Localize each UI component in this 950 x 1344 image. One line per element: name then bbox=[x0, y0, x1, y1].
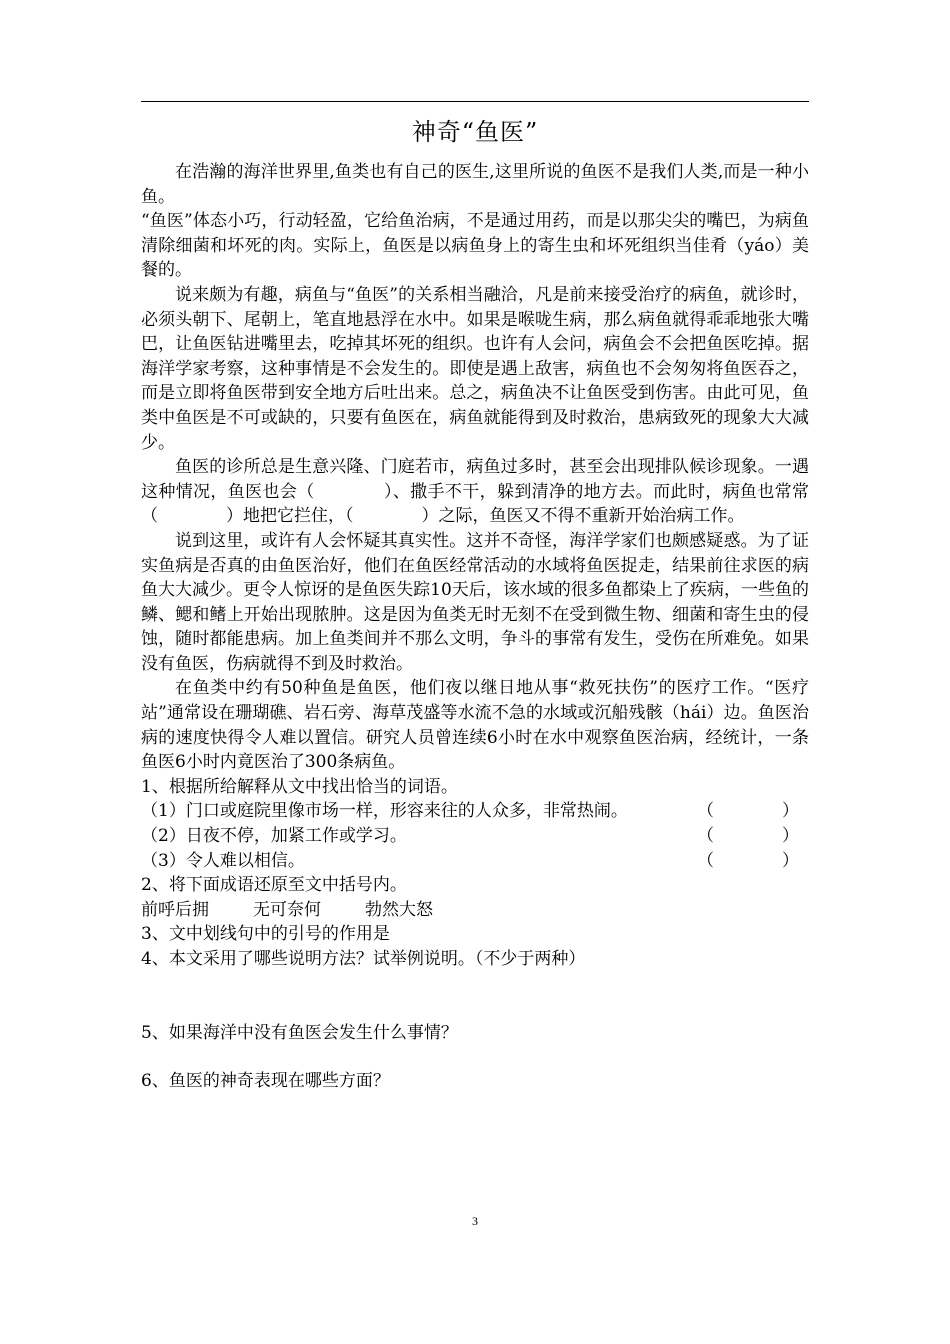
question-1-item-1 bbox=[141, 799, 809, 824]
answer-space-4 bbox=[141, 972, 809, 1021]
question-1-item-2-text: （2）日夜不停，加紧工作或学习。 bbox=[141, 826, 407, 847]
question-1-item-3-blank: （ ） bbox=[697, 850, 799, 871]
question-1-item-3 bbox=[141, 849, 809, 874]
question-5: 5、如果海洋中没有鱼医会发生什么事情？ bbox=[141, 1022, 458, 1043]
paragraph-3: 说来颇为有趣，病鱼与“鱼医”的关系相当融洽，凡是前来接受治疗的病鱼，就诊时，必须头朝下、尾朝上，笔直地悬浮在水中。如果是喉咙生病，那么病鱼就得乖乖地张大嘴巴，让鱼医钻进嘴里去，吃掉其坏死的组织。也许有人会问，病鱼会不会把鱼医吃掉。据海洋学家考察，这种事情是不会发生的。即使是遇上敌害，病鱼也不会匆匆将鱼医吞之，而是立即将鱼医带到安全地方后吐出来。总之，病鱼决不让鱼医受到伤害。由此可见，鱼类中鱼医是不可或缺的，只要有鱼医在，病鱼就能得到及时救治，患病致死的现象大大减少。 bbox=[141, 284, 809, 453]
article-body bbox=[141, 160, 809, 1094]
question-1-item-1-text: （1）门口或庭院里像市场一样，形容来往的人众多，非常热闹。 bbox=[141, 801, 628, 822]
question-2: 2、将下面成语还原至文中括号内。 bbox=[141, 875, 407, 896]
paragraph-6: 在鱼类中约有50种鱼是鱼医，他们夜以继日地从事“救死扶伤”的医疗工作。“医疗站”通常设在珊瑚礁、岩石旁、海草茂盛等水流不急的水域或沉船残骸（hái）边。鱼医治病的速度快得令人难以置信。研究人员曾连续6小时在水中观察鱼医治病，经统计，一条鱼医6小时内竟医治了300条病鱼。 bbox=[141, 678, 809, 773]
idiom-1: 前呼后拥 bbox=[141, 899, 209, 920]
idiom-2: 无可奈何 bbox=[253, 899, 321, 920]
question-4: 4、本文采用了哪些说明方法？试举例说明。（不少于两种） bbox=[141, 949, 586, 969]
answer-space-5 bbox=[141, 1045, 809, 1069]
question-1-item-2 bbox=[141, 824, 809, 849]
question-1: 1、根据所给解释从文中找出恰当的词语。 bbox=[141, 776, 458, 797]
paragraph-5: 说到这里，或许有人会怀疑其真实性。这并不奇怪，海洋学家们也颇感疑惑。为了证实鱼病是否真的由鱼医治好，他们在鱼医经常活动的水域将鱼医捉走，结果前往求医的病鱼大大减少。更令人惊讶的是鱼医失踪10天后，该水域的很多鱼都染上了疾病，一些鱼的鳞、鳃和鳍上开始出现脓肿。这是因为鱼类无时无刻不在受到微生物、细菌和寄生虫的侵蚀，随时都能患病。加上鱼类间并不那么文明，争斗的事常有发生，受伤在所难免。如果没有鱼医，伤病就得不到及时救治。 bbox=[141, 530, 809, 674]
idiom-list bbox=[141, 898, 809, 923]
question-6: 6、鱼医的神奇表现在哪些方面？ bbox=[141, 1071, 390, 1092]
question-1-item-3-text: （3）令人难以相信。 bbox=[141, 850, 305, 871]
article-title: 神奇“鱼医” bbox=[411, 118, 539, 146]
idiom-3: 勃然大怒 bbox=[365, 899, 433, 920]
paragraph-1: 在浩瀚的海洋世界里,鱼类也有自己的医生,这里所说的鱼医不是我们人类,而是一种小鱼。 bbox=[141, 162, 809, 207]
page-number: 3 bbox=[472, 1214, 478, 1228]
question-3: 3、文中划线句中的引号的作用是 bbox=[141, 924, 390, 945]
question-1-item-1-blank: （ ） bbox=[697, 801, 799, 822]
paragraph-4: 鱼医的诊所总是生意兴隆、门庭若市，病鱼过多时，甚至会出现排队候诊现象。一遇这种情况，鱼医也会（ ）、撒手不干，躲到清净的地方去。而此时，病鱼也常常（ ）地把它拦住，（ ）之际，鱼医又不得不重新开始治病工作。 bbox=[141, 457, 809, 527]
question-1-item-2-blank: （ ） bbox=[697, 826, 799, 847]
paragraph-2: “鱼医”体态小巧，行动轻盈，它给鱼治病，不是通过用药，而是以那尖尖的嘴巴，为病鱼清除细菌和坏死的肉。实际上，鱼医是以病鱼身上的寄生虫和坏死组织当佳肴（yáo）美餐的。 bbox=[141, 211, 809, 281]
header-rule bbox=[141, 101, 809, 102]
